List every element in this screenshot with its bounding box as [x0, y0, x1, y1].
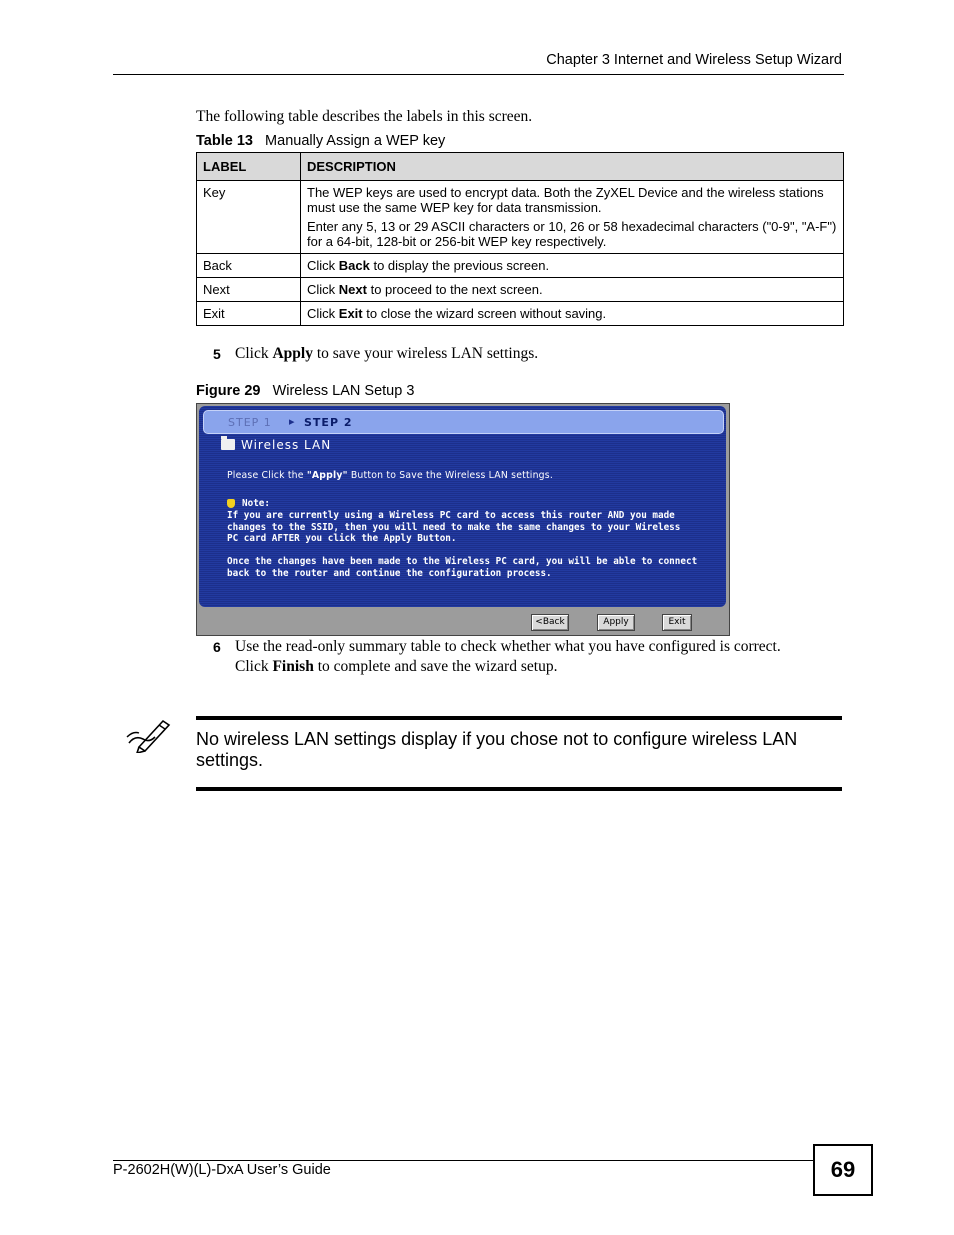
- step-text-part: Click: [235, 658, 273, 675]
- figure-caption-text: Wireless LAN Setup 3: [272, 383, 415, 399]
- step-number: 5: [213, 346, 221, 362]
- pencil-icon: [125, 713, 173, 753]
- tab-step-1[interactable]: STEP 1: [228, 416, 272, 429]
- table-row: [197, 278, 844, 302]
- row-description: [301, 254, 844, 278]
- note-rule-bottom: [196, 787, 842, 791]
- back-button[interactable]: <Back: [531, 614, 569, 631]
- row-description-paragraph: The WEP keys are used to encrypt data. Both the ZyXEL Device and the wireless stations must use the same WEP key for data transmission.: [307, 185, 824, 215]
- row-description: [301, 302, 844, 326]
- wizard-section-title: Wireless LAN: [241, 438, 332, 452]
- row-label: Back: [197, 254, 301, 278]
- chapter-header: Chapter 3 Internet and Wireless Setup Wizard: [546, 52, 842, 68]
- step-text: [235, 344, 538, 364]
- wizard-step-tabs: [203, 410, 724, 434]
- description-text: to close the wizard screen without saving.: [362, 306, 607, 321]
- tab-step-2[interactable]: STEP 2: [304, 416, 353, 429]
- table-row: [197, 254, 844, 278]
- wizard-message-part: Please Click the: [227, 470, 307, 481]
- note-rule-top: [196, 716, 842, 720]
- row-description: [301, 278, 844, 302]
- note-text: No wireless LAN settings display if you chose not to configure wireless LAN settings.: [196, 729, 798, 770]
- step-text-line-1: Use the read-only summary table to check whether what you have configured is correct.: [235, 638, 781, 655]
- description-bold: Next: [338, 282, 367, 297]
- figure-caption: [196, 383, 414, 399]
- exit-button[interactable]: Exit: [662, 614, 692, 631]
- wizard-panel: [199, 406, 726, 607]
- wizard-note-body: If you are currently using a Wireless PC card to access this router AND you made changes to the SSID, then you will need to make the same changes to your Wireless PC card AFTER you click the Apply Button.: [227, 510, 681, 544]
- step-text-line-2: [235, 657, 557, 677]
- column-header-label: LABEL: [197, 153, 301, 181]
- step-text-part: to complete and save the wizard setup.: [313, 658, 558, 675]
- apply-button[interactable]: Apply: [597, 614, 635, 631]
- intro-paragraph: The following table describes the labels in this screen.: [196, 108, 533, 125]
- row-description-paragraph: Enter any 5, 13 or 29 ASCII characters or 10, 26 or 58 hexadecimal characters ("0-9", "A-F") for a 64-bit, 128-bit or 256-bit WEP key respectively.: [307, 219, 837, 249]
- column-header-description: DESCRIPTION: [301, 153, 844, 181]
- note-hand-icon: [227, 499, 235, 508]
- wireless-lan-setup-screenshot: [196, 403, 730, 636]
- step-text-part: to save your wireless LAN settings.: [312, 345, 539, 362]
- table-header-row: [197, 153, 844, 181]
- step-arrow-icon: ▸: [289, 415, 295, 428]
- description-text: Click: [307, 282, 339, 297]
- wizard-message-part: Button to Save the Wireless LAN settings.: [347, 470, 553, 481]
- footer-rule: [113, 1160, 813, 1161]
- description-bold: Exit: [338, 306, 363, 321]
- description-text: Click: [307, 306, 339, 321]
- row-label: Next: [197, 278, 301, 302]
- page-number: 69: [813, 1144, 873, 1196]
- step-text-bold: Apply: [272, 345, 313, 362]
- table-caption: [196, 133, 445, 149]
- description-text: to proceed to the next screen.: [366, 282, 543, 297]
- table-row: [197, 181, 844, 254]
- wizard-message: [227, 470, 553, 482]
- folder-icon: [221, 439, 235, 450]
- table-row: [197, 302, 844, 326]
- step-text-bold: Finish: [272, 658, 314, 675]
- table-caption-text: Manually Assign a WEP key: [265, 133, 446, 149]
- wizard-note-body-2: Once the changes have been made to the Wireless PC card, you will be able to connect back to the router and continue the configuration process.: [227, 556, 698, 579]
- table-caption-label: Table 13: [196, 133, 253, 149]
- wizard-message-bold: "Apply": [306, 470, 348, 481]
- wizard-note-label: Note:: [242, 498, 270, 509]
- row-label: Exit: [197, 302, 301, 326]
- row-description: [301, 181, 844, 254]
- description-text: to display the previous screen.: [369, 258, 550, 273]
- figure-caption-label: Figure 29: [196, 383, 261, 399]
- description-text: Click: [307, 258, 339, 273]
- description-bold: Back: [338, 258, 370, 273]
- guide-title: P-2602H(W)(L)-DxA User’s Guide: [113, 1162, 331, 1178]
- step-number: 6: [213, 639, 221, 655]
- wep-key-table: [196, 152, 844, 326]
- row-label: Key: [197, 181, 301, 254]
- step-text-part: Click: [235, 345, 273, 362]
- header-rule: [113, 74, 844, 75]
